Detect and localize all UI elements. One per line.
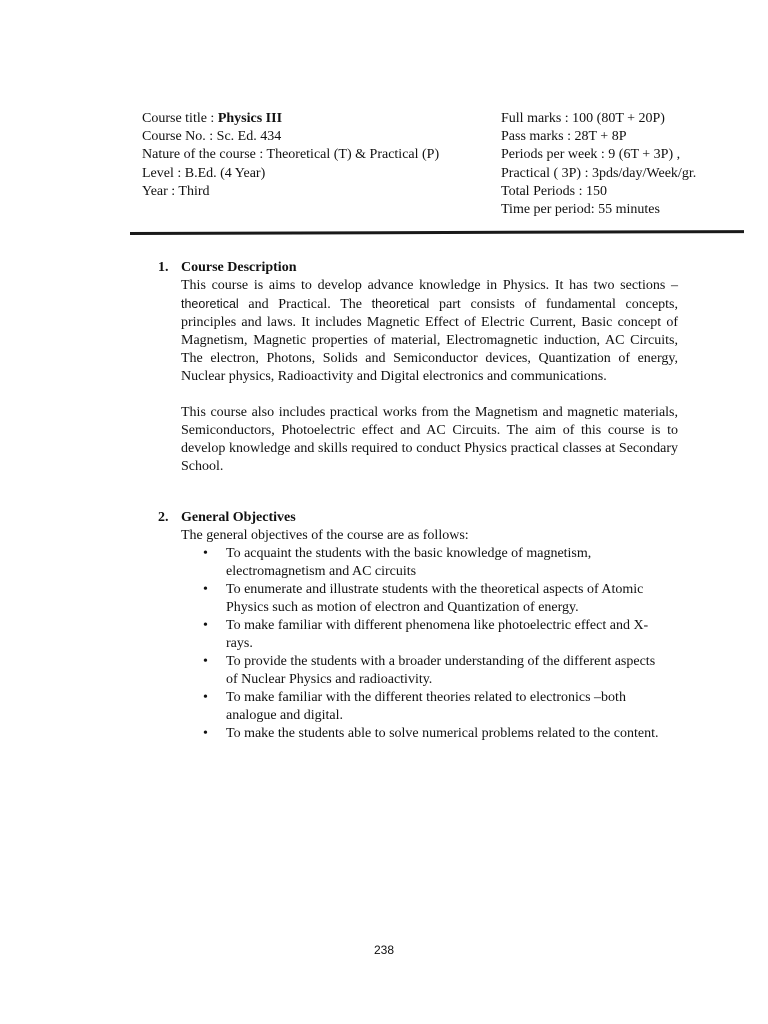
periods-per-week: Periods per week : 9 (6T + 3P) ,	[501, 147, 681, 163]
course-level: Level : B.Ed. (4 Year)	[142, 165, 266, 181]
header-divider	[130, 230, 744, 235]
text-run: and Practical. The	[238, 297, 372, 312]
section-heading	[158, 509, 678, 527]
course-title-value: Physics III	[217, 111, 283, 126]
section-number: 2.	[158, 510, 169, 525]
bullet-icon: •	[203, 654, 208, 669]
full-marks: Full marks : 100 (80T + 20P)	[501, 111, 665, 126]
bullet-icon: •	[203, 546, 208, 561]
section-title: General Objectives	[181, 510, 296, 525]
time-per-period: Time per period: 55 minutes	[501, 202, 660, 218]
bullet-icon: •	[203, 690, 208, 705]
text-run: part consists of fundamental concepts, principles and laws. It includes Magnetic Effect of Electric Current, Basic concept of Magnetism, Magnetic properties of material, Electromagnetic induction, AC Circuits, The electron, Photons, Solids and Semiconductor devices, Quantization of energy, Nuclear physics, Radioactivity and Digital electronics and communications.	[181, 297, 679, 384]
list-item	[203, 725, 666, 743]
section-body	[181, 527, 678, 545]
bullet-icon: •	[203, 618, 208, 633]
objective-text: To enumerate and illustrate students with the theoretical aspects of Atomic Physics such as motion of electron and Quantization of energy.	[226, 582, 644, 615]
text-run: This course is aims to develop advance knowledge in Physics. It has two sections –	[181, 278, 678, 293]
section-number: 1.	[158, 260, 169, 275]
general-objectives-section	[158, 509, 678, 743]
course-nature: Nature of the course : Theoretical (T) & Practical (P)	[142, 147, 440, 163]
objective-text: To make familiar with the different theories related to electronics –both analogue and digital.	[226, 690, 626, 723]
objective-text: To acquaint the students with the basic knowledge of magnetism, electromagnetism and AC circuits	[226, 546, 592, 579]
course-info-left	[142, 110, 502, 201]
bullet-icon: •	[203, 726, 208, 741]
list-item	[203, 581, 666, 617]
page-number: 238	[373, 943, 395, 957]
bullet-icon: •	[203, 582, 208, 597]
list-item	[203, 689, 666, 725]
list-item	[203, 653, 666, 689]
pass-marks: Pass marks : 28T + 8P	[501, 129, 627, 145]
objective-text: To make the students able to solve numerical problems related to the content.	[226, 726, 659, 741]
list-item	[203, 545, 666, 581]
total-periods: Total Periods : 150	[501, 183, 607, 199]
objectives-list	[158, 545, 678, 743]
course-info-right	[501, 110, 761, 219]
description-paragraph-1	[181, 277, 678, 386]
list-item	[203, 617, 666, 653]
section-heading	[158, 259, 678, 277]
course-title	[142, 110, 502, 128]
course-number: Course No. : Sc. Ed. 434	[142, 129, 282, 145]
objective-text: To make familiar with different phenomena like photoelectric effect and X- rays.	[226, 618, 649, 651]
objectives-intro: The general objectives of the course are as follows:	[181, 528, 469, 543]
practical-periods: Practical ( 3P) : 3pds/day/Week/gr.	[501, 165, 697, 181]
section-body	[181, 277, 678, 476]
text-run: theoretical	[181, 297, 239, 311]
course-year: Year : Third	[142, 183, 210, 199]
text-run: theoretical	[371, 297, 430, 311]
course-title-label: Course title :	[142, 111, 218, 126]
objective-text: To provide the students with a broader understanding of the different aspects of Nuclear Physics and radioactivity.	[226, 654, 656, 687]
description-paragraph-2: This course also includes practical works from the Magnetism and magnetic materials, Semiconductors, Photoelectric effect and AC Circuits. The aim of this course is to develop knowledge and skills required to conduct Physics practical classes at Secondary School.	[181, 405, 678, 474]
course-description-section	[158, 259, 678, 476]
section-title: Course Description	[181, 260, 297, 275]
